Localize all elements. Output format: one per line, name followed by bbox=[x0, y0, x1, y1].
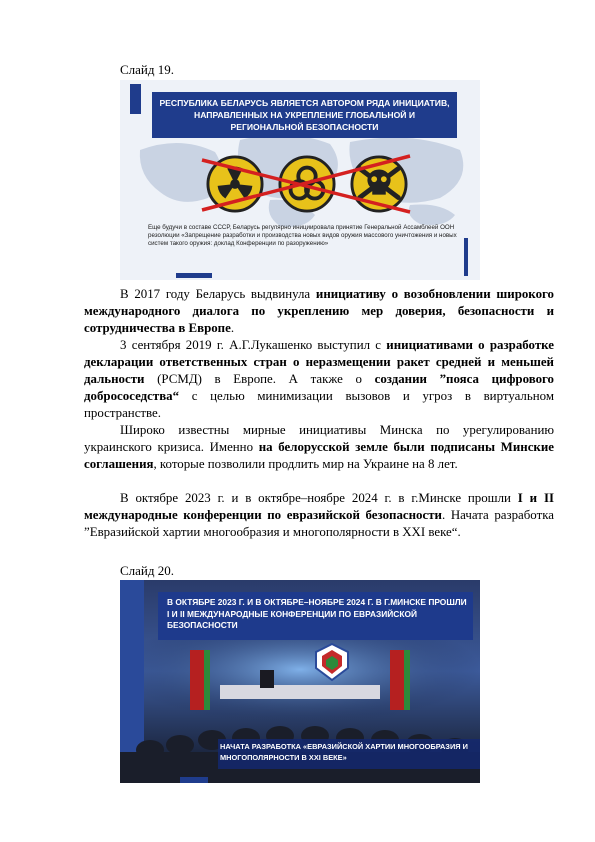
slide-20-footer: НАЧАТА РАЗРАБОТКА «ЕВРАЗИЙСКОЙ ХАРТИИ МНОГООБРАЗИЯ И МНОГОПОЛЯРНОСТИ В XXI ВЕКЕ» bbox=[220, 742, 468, 762]
paragraph-1: В 2017 году Беларусь выдвинула инициативу о возобновлении широкого международного диалога по укреплению мер доверия, безопасности и сотрудничества в Европе. bbox=[84, 287, 554, 336]
accent-bar-right bbox=[464, 238, 468, 276]
paragraph-2: 3 сентября 2019 г. А.Г.Лукашенко выступил с инициативами о разработке декларации ответственных стран о неразмещении ракет средней и меньшей дальности (РСМД) в Европе. А также о создании ”пояса цифрового добрососедства“ с целью минимизации вызовов и угроз в виртуальном пространстве. bbox=[84, 338, 554, 421]
accent-bar-bottom bbox=[176, 273, 212, 278]
slide-19-heading: РЕСПУБЛИКА БЕЛАРУСЬ ЯВЛЯЕТСЯ АВТОРОМ РЯДА ИНИЦИАТИВ, НАПРАВЛЕННЫХ НА УКРЕПЛЕНИЕ ГЛОБАЛЬНОЙ И РЕГИОНАЛЬНОЙ БЕЗОПАСНОСТИ bbox=[152, 92, 457, 138]
paragraph-3: Широко известны мирные инициативы Минска по урегулированию украинского кризиса. Именно на белорусской земле были подписаны Минские соглашения, которые позволили продлить мир на Украине на 8 лет. bbox=[84, 423, 554, 472]
slide-19-caption: Еще будучи в составе СССР, Беларусь регулярно инициировала принятие Генеральной Ассамблеей ООН резолюции «Запрещение разработки и производства новых видов оружия массового уничтожения и новых систем такого оружия: доклад Конференции по разоружению» bbox=[148, 224, 457, 248]
slide-20-heading: В ОКТЯБРЕ 2023 Г. И В ОКТЯБРЕ–НОЯБРЕ 2024 Г. В Г.МИНСКЕ ПРОШЛИ I И II МЕЖДУНАРОДНЫЕ КОНФЕРЕНЦИИ ПО ЕВРАЗИЙСКОЙ БЕЗОПАСНОСТИ bbox=[167, 597, 467, 630]
paragraph-4: В октябре 2023 г. и в октябре–ноябре 2024 г. в г.Минске прошли I и II международные конференции по евразийской безопасности. Начата разработка ”Евразийской хартии многообразия и многополярности в XXI веке“. bbox=[84, 491, 555, 540]
slide-19-label: Слайд 19. bbox=[120, 62, 174, 77]
accent-bar-bottom bbox=[180, 777, 208, 783]
slide-19-image bbox=[120, 80, 480, 280]
slide-20-image bbox=[120, 580, 480, 783]
conference-logo-icon bbox=[312, 642, 352, 682]
red-cross-out bbox=[120, 80, 480, 280]
slide-20-label: Слайд 20. bbox=[120, 563, 174, 578]
